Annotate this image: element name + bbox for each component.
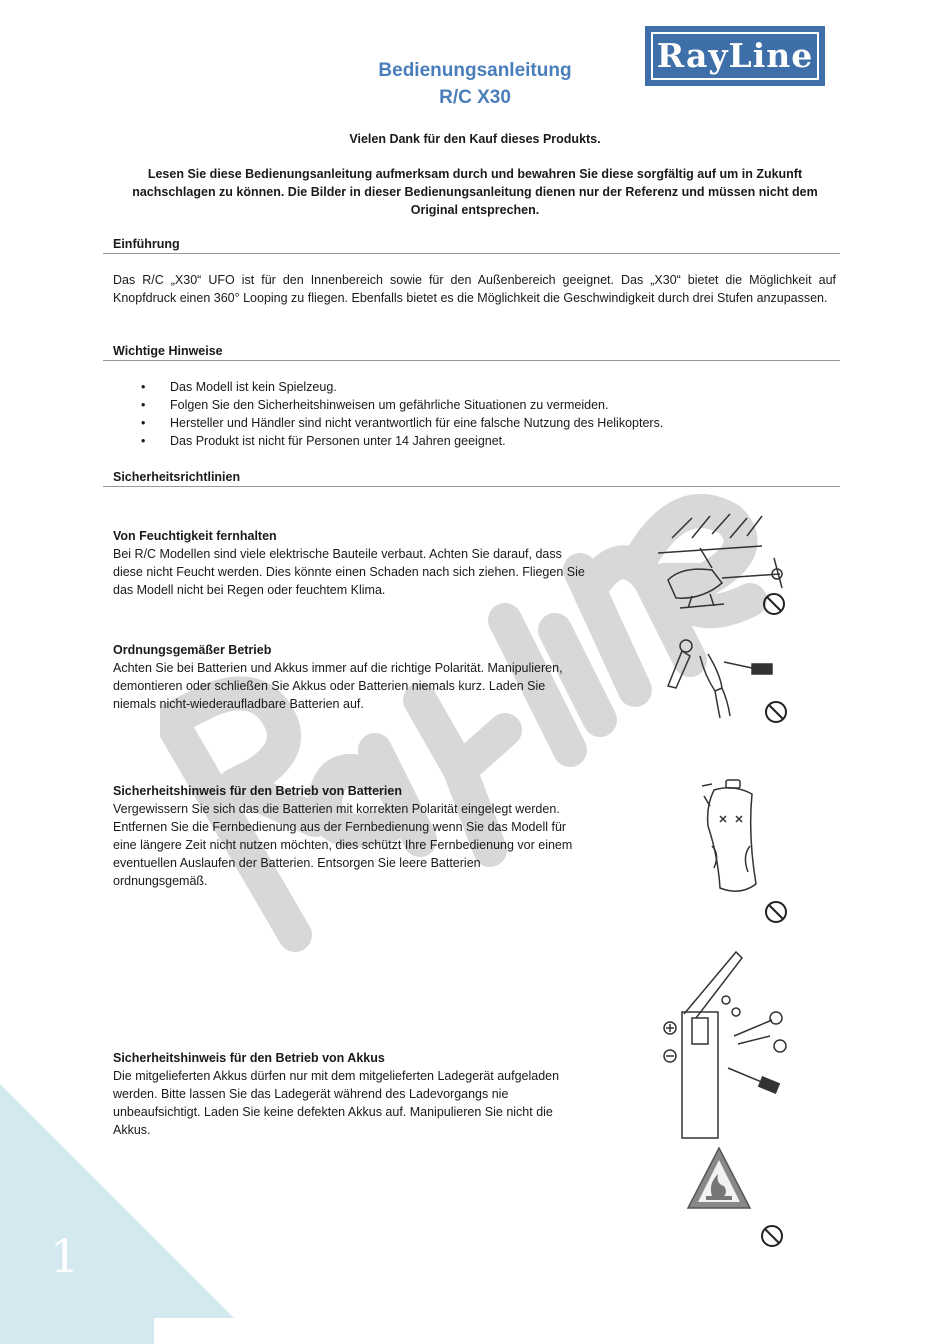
notice-line-2: nachschlagen zu können. Die Bilder in dieser Bedienungsanleitung dienen nur der Referenz und müssen nicht dem xyxy=(132,185,818,199)
hinweise-list xyxy=(141,378,663,450)
flammable-warning-icon xyxy=(686,1146,752,1210)
helicopter-rain-icon xyxy=(652,508,792,620)
heading-einfuehrung: Einführung xyxy=(113,237,180,251)
section-text-betrieb: Achten Sie bei Batterien und Akkus immer auf die richtige Polarität. Manipulieren, demontieren oder schließen Sie Akkus oder Batterien niemals kurz. Laden Sie niemals nicht-wiederaufladbare Batterien auf. xyxy=(113,661,563,711)
logo-text: RayLine xyxy=(651,32,819,80)
list-item: • Hersteller und Händler sind nicht verantwortlich für eine falsche Nutzung des Helikopters. xyxy=(141,416,664,430)
leaking-battery-icon xyxy=(690,776,794,928)
document-title: Bedienungsanleitung xyxy=(378,60,572,81)
einfuehrung-text: Das R/C „X30“ UFO ist für den Innenbereich sowie für den Außenbereich geeignet. Das „X30“ bietet die Möglichkeit auf Knopfdruck einen 360° Looping zu fliegen. Ebenfalls bietet es die Möglichkeit die Geschwindigkeit durch drei Stufen anzupassen. xyxy=(113,273,836,305)
tools-icon xyxy=(660,636,790,728)
page-number: 1 xyxy=(50,1229,80,1283)
section-text-feuchtigkeit: Bei R/C Modellen sind viele elektrische Bauteile verbaut. Achten Sie darauf, dass diese nicht Feucht werden. Dies könnte einen Schaden nach sich ziehen. Fliegen Sie das Modell nicht bei Regen oder feuchtem Klima. xyxy=(113,547,585,597)
thanks-line: Vielen Dank für den Kauf dieses Produkts. xyxy=(349,132,601,146)
battery-tools-icon xyxy=(656,944,796,1144)
notice-line-3: Original entsprechen. xyxy=(410,203,540,217)
heading-richtlinien: Sicherheitsrichtlinien xyxy=(113,470,241,484)
divider xyxy=(103,486,840,487)
section-title-akkus: Sicherheitshinweis für den Betrieb von Akkus xyxy=(113,1051,385,1065)
divider xyxy=(103,360,840,361)
list-item: • Folgen Sie den Sicherheitshinweisen um gefährliche Situationen zu vermeiden. xyxy=(141,398,609,412)
section-title-betrieb: Ordnungsgemäßer Betrieb xyxy=(113,643,272,657)
product-title: R/C X30 xyxy=(439,87,511,108)
list-item: • Das Produkt ist nicht für Personen unter 14 Jahren geeignet. xyxy=(141,434,506,448)
list-item: • Das Modell ist kein Spielzeug. xyxy=(141,380,337,394)
prohibition-icon xyxy=(758,1222,786,1250)
section-title-feuchtigkeit: Von Feuchtigkeit fernhalten xyxy=(113,529,277,543)
heading-hinweise: Wichtige Hinweise xyxy=(113,344,223,358)
section-title-batterien: Sicherheitshinweis für den Betrieb von Batterien xyxy=(113,784,402,798)
rayline-logo xyxy=(645,26,825,86)
notice-line-1: Lesen Sie diese Bedienungsanleitung aufmerksam durch und bewahren Sie diese sorgfältig auf um in Zukunft xyxy=(147,167,803,181)
section-text-batterien: Vergewissern Sie sich das die Batterien mit korrekten Polarität eingelegt werden. Entfernen Sie die Fernbedienung aus der Fernbedienung wenn Sie das Modell für eine längere Zeit nicht nutzen möchten, dies schützt Ihre Fernbedienung vor einem eventuellen Auslaufen der Batterien. Entsorgen Sie leere Batterien ordnungsgemäß. xyxy=(113,802,573,888)
divider xyxy=(103,253,840,254)
section-text-akkus: Die mitgelieferten Akkus dürfen nur mit dem mitgelieferten Ladegerät aufgeladen werden. Bitte lassen Sie das Ladegerät während des Ladevorgangs nie unbeaufsichtigt. Laden Sie keine defekten Akkus auf. Manipulieren Sie nicht die Akkus. xyxy=(113,1069,560,1137)
